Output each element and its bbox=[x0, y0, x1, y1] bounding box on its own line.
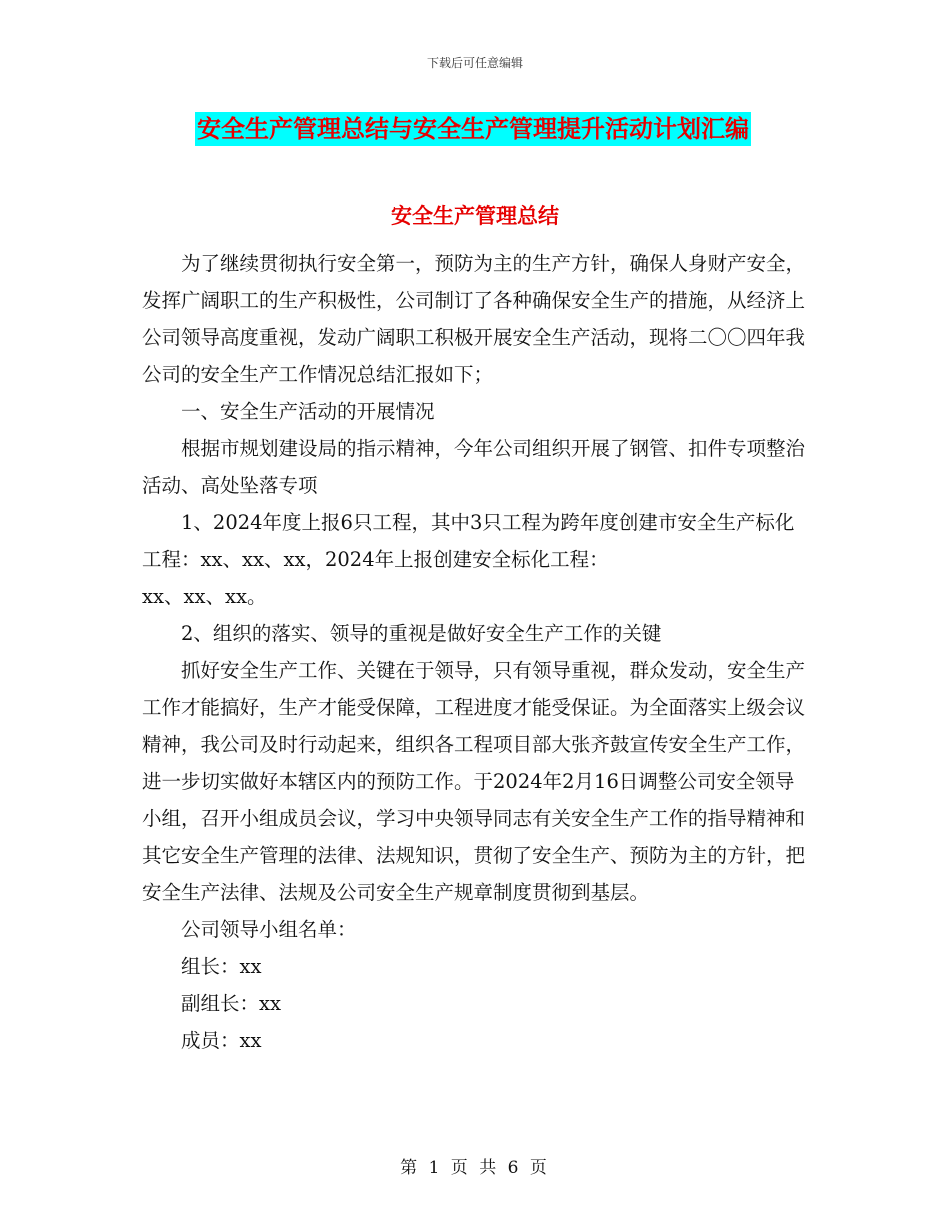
paragraph-leadership: 抓好安全生产工作、关键在于领导，只有领导重视，群众发动，安全生产工作才能搞好，生产才能受保障，工程进度才能受保证。为全面落实上级会议精神，我公司及时行动起来，组织各工程项目部大张齐鼓宣传安全生产工作，进一步切实做好本辖区内的预防工作。于2024年2月16日调整公司安全领导小组，召开小组成员会议，学习中央领导同志有关安全生产工作的指导精神和其它安全生产管理的法律、法规知识，贯彻了安全生产、预防为主的方针，把安全生产法律、法规及公司安全生产规章制度贯彻到基层。 bbox=[142, 659, 806, 904]
document-body bbox=[142, 245, 812, 1059]
leader-group-label: 公司领导小组名单： bbox=[181, 918, 357, 941]
leader-group-members: 成员：xx bbox=[181, 1029, 262, 1052]
heading-activities: 一、安全生产活动的开展情况 bbox=[181, 400, 435, 423]
paragraph-item-1-continued: xx、xx、xx。 bbox=[142, 585, 267, 608]
leader-group-deputy: 副组长：xx bbox=[181, 992, 281, 1015]
document-main-title: 安全生产管理总结与安全生产管理提升活动计划汇编 bbox=[195, 112, 751, 146]
paragraph-item-1: 1、2024年度上报6只工程，其中3只工程为跨年度创建市安全生产标化工程：xx、xx、xx，2024年上报创建安全标化工程： bbox=[142, 511, 795, 571]
paragraph-intro: 为了继续贯彻执行安全第一，预防为主的生产方针，确保人身财产安全，发挥广阔职工的生产积极性，公司制订了各种确保安全生产的措施，从经济上公司领导高度重视，发动广阔职工积极开展安全生产活动，现将二〇〇四年我公司的安全生产工作情况总结汇报如下； bbox=[142, 252, 806, 386]
page-footer-number: 第 1 页 共 6 页 bbox=[400, 1158, 550, 1178]
paragraph-directive: 根据市规划建设局的指示精神，今年公司组织开展了钢管、扣件专项整治活动、高处坠落专项 bbox=[142, 437, 806, 497]
paragraph-item-2: 2、组织的落实、领导的重视是做好安全生产工作的关键 bbox=[181, 622, 662, 645]
page-header-note: 下载后可任意编辑 bbox=[426, 56, 523, 70]
leader-group-head: 组长：xx bbox=[181, 955, 262, 978]
section-title: 安全生产管理总结 bbox=[391, 204, 559, 228]
